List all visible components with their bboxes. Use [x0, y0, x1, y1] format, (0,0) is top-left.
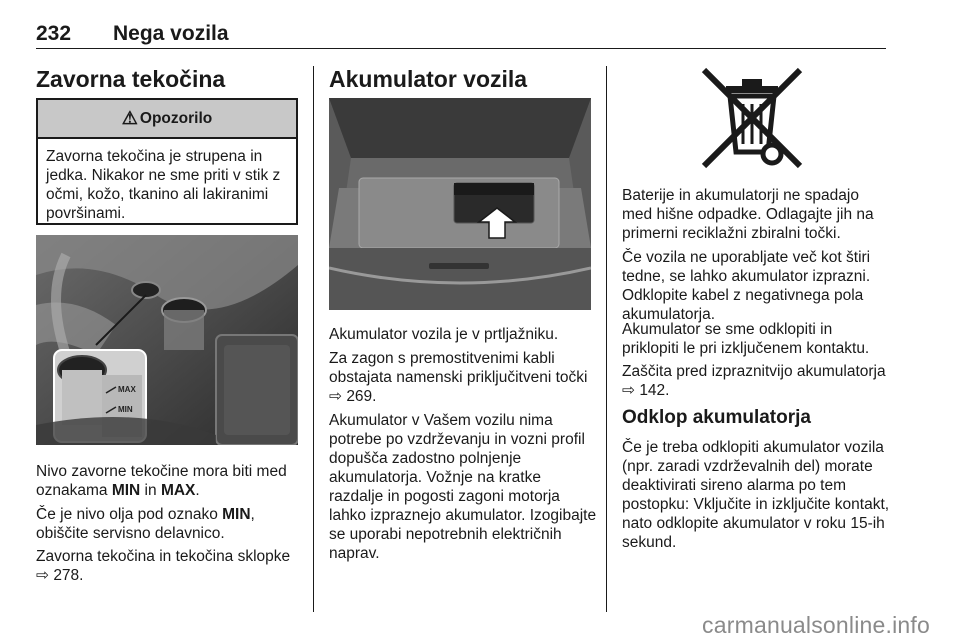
protection-text: Zaščita pred izpraznitvijo akumulatorja	[622, 363, 886, 380]
warning-title: Opozorilo	[139, 109, 213, 127]
page-ref-269[interactable]: 269.	[346, 388, 377, 405]
page-ref-278[interactable]: 278.	[53, 567, 84, 584]
para3-text: Zavorna tekočina in tekočina sklopke	[36, 548, 291, 565]
jump-start-text: Za zagon s premostitvenimi kabli obstajata namenski priključitveni točki	[329, 350, 588, 386]
battery-location-para: Akumulator vozila je v prtljažniku.	[329, 326, 559, 343]
warning-text: Zavorna tekočina je strupena in jedka. Nikakor ne sme priti v stik z očmi, kožo, tkanino ali lakiranimi površinami.	[46, 148, 281, 222]
para1-mid: in	[140, 482, 161, 499]
para1-text: Nivo zavorne tekočine mora biti med oznakama	[36, 463, 287, 499]
ignition-para: Akumulator se sme odklopiti in priklopiti le pri izključenem kontaktu.	[622, 321, 870, 357]
para2-text: Če je nivo olja pod oznako	[36, 506, 223, 523]
below-min-para	[36, 505, 301, 543]
waste-bin-symbol	[700, 66, 804, 170]
column-divider-1	[313, 66, 314, 612]
section-title: Nega vozila	[113, 22, 229, 45]
battery-heading: Akumulator vozila	[329, 66, 528, 92]
header-rule	[36, 48, 886, 49]
brake-fluid-level-para	[36, 462, 301, 500]
max-label: MAX	[118, 385, 136, 394]
trunk-illustration	[329, 98, 591, 310]
crossed-bin-icon	[700, 66, 804, 170]
min-label: MIN	[118, 405, 133, 414]
warning-header	[38, 100, 296, 139]
max-mark: MAX	[160, 482, 196, 499]
maintenance-para: Akumulator v Vašem vozilu nima potrebe po vzdrževanju in vozni profil dopušča zadostno polnjenje akumulatorja. Vožnje na kratke razdalje in pogosti zagoni motorja lahko izpraznejo akumulator. Izogibajte se uporabi nepotrebnih električnih naprav.	[329, 412, 597, 562]
clutch-fluid-para	[36, 547, 301, 585]
engine-bay-illustration	[36, 235, 298, 445]
disconnect-para: Če je treba odklopiti akumulator vozila (npr. zaradi vzdrževalnih del) morate deaktivirati sireno alarma po tem postopku: Vključite in izključite kontakt, nato odklopite akumulator v roku 15-ih sekund.	[622, 439, 890, 551]
watermark: carmanualsonline.info	[702, 612, 930, 638]
protection-para	[622, 362, 890, 400]
page-number: 232	[36, 22, 72, 45]
min-mark: MIN	[111, 482, 141, 499]
para2-end: , obiščite servisno delavnico.	[36, 506, 255, 542]
para1-end: .	[195, 482, 200, 499]
min-mark-2: MIN	[222, 506, 251, 523]
discharge-para: Če vozila ne uporabljate več kot štiri tedne, se lahko akumulator izprazni. Odklopite kabel z negativnega pola akumulatorja.	[622, 249, 871, 323]
jump-start-para	[329, 349, 594, 406]
brake-fluid-reservoir-image	[36, 235, 298, 445]
column-divider-2	[606, 66, 607, 612]
page-ref-icon: ⇨	[329, 388, 342, 405]
page-ref-icon: ⇨	[36, 567, 49, 584]
disposal-para: Baterije in akumulatorji ne spadajo med hišne odpadke. Odlagajte jih na primerni reciklažni zbiralni točki.	[622, 187, 874, 242]
page-ref-142[interactable]: 142.	[639, 382, 670, 399]
brake-fluid-heading: Zavorna tekočina	[36, 66, 226, 92]
warning-box	[36, 98, 298, 225]
disconnect-heading: Odklop akumulatorja	[622, 407, 811, 428]
page-ref-icon: ⇨	[622, 382, 635, 399]
warning-icon: ⚠	[121, 108, 138, 128]
trunk-battery-image	[329, 98, 591, 310]
